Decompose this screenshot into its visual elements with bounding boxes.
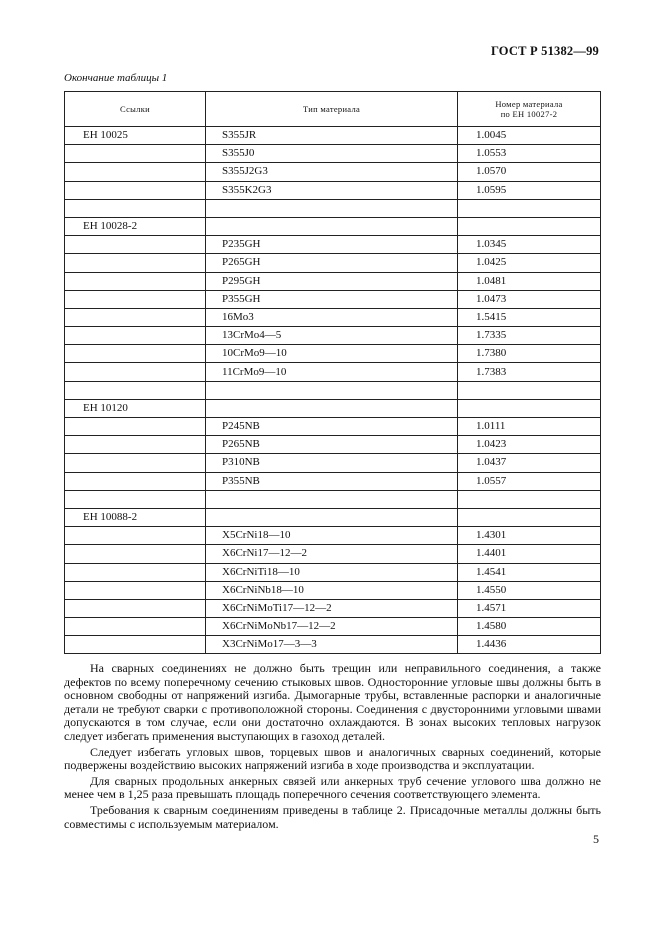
reference-cell: ЕН 10088-2 xyxy=(65,508,206,526)
reference-cell xyxy=(65,290,206,308)
material-cell: P310NB xyxy=(206,454,458,472)
material-cell: P355NB xyxy=(206,472,458,490)
table-row xyxy=(65,508,601,526)
material-number-cell: 1.0437 xyxy=(458,454,601,472)
material-number-cell xyxy=(458,199,601,217)
material-number-cell: 1.0570 xyxy=(458,163,601,181)
reference-cell xyxy=(65,345,206,363)
reference-cell: ЕН 10120 xyxy=(65,399,206,417)
material-number-cell: 1.0345 xyxy=(458,236,601,254)
table-row xyxy=(65,308,601,326)
material-cell: X6CrNiTi18—10 xyxy=(206,563,458,581)
table-row xyxy=(65,145,601,163)
body-paragraph: Для сварных продольных анкерных связей или анкерных труб сечение углового шва должно не менее чем в 1,25 раза превышать площадь поперечного сечения соответствующего элемента. xyxy=(64,773,601,802)
material-number-cell: 1.0595 xyxy=(458,181,601,199)
material-number-cell xyxy=(458,381,601,399)
table-row xyxy=(65,636,601,654)
material-number-cell xyxy=(458,508,601,526)
table-row xyxy=(65,181,601,199)
table-row xyxy=(65,199,601,217)
reference-cell xyxy=(65,527,206,545)
material-cell: P235GH xyxy=(206,236,458,254)
table-body xyxy=(65,127,601,654)
material-cell: S355K2G3 xyxy=(206,181,458,199)
table-row xyxy=(65,163,601,181)
reference-cell xyxy=(65,545,206,563)
reference-cell: ЕН 10028-2 xyxy=(65,217,206,235)
reference-cell xyxy=(65,308,206,326)
material-cell: P355GH xyxy=(206,290,458,308)
material-cell: 13CrMo4—5 xyxy=(206,327,458,345)
material-number-cell: 1.0481 xyxy=(458,272,601,290)
materials-table xyxy=(64,91,601,654)
material-number-cell: 1.0045 xyxy=(458,127,601,145)
reference-cell xyxy=(65,618,206,636)
reference-cell xyxy=(65,381,206,399)
table-row xyxy=(65,345,601,363)
reference-cell xyxy=(65,254,206,272)
reference-cell xyxy=(65,327,206,345)
reference-cell xyxy=(65,599,206,617)
material-cell xyxy=(206,399,458,417)
document-standard-header: ГОСТ Р 51382—99 xyxy=(490,44,599,58)
reference-cell xyxy=(65,163,206,181)
material-number-cell: 1.4571 xyxy=(458,599,601,617)
material-number-cell xyxy=(458,399,601,417)
reference-cell xyxy=(65,454,206,472)
table-row xyxy=(65,527,601,545)
body-paragraph: На сварных соединениях не должно быть трещин или неправильного соединения, а также дефектов по всему поперечному сечению стыковых швов. Односторонние угловые швы должны быть в основном свободны от напряжений изгиба. Дымогарные трубы, вставленные распорки и аналогичные детали не требуют сварки с противоположной стороны. Соединения с двусторонними угловыми швами допускаются в том случае, если они достаточно охлаждаются. В зонах высоких тепловых нагрузок следует избегать применения выступающих в газоход деталей. xyxy=(64,661,601,743)
page-number: 5 xyxy=(593,832,599,846)
material-cell xyxy=(206,217,458,235)
material-cell: X6CrNiMoTi17—12—2 xyxy=(206,599,458,617)
material-cell: X6CrNi17—12—2 xyxy=(206,545,458,563)
table-row xyxy=(65,254,601,272)
column-header-material-number: Номер материала по ЕН 10027-2 xyxy=(458,92,601,127)
reference-cell xyxy=(65,636,206,654)
column-header-material-type: Тип материала xyxy=(206,92,458,127)
table-row xyxy=(65,399,601,417)
material-cell: X5CrNi18—10 xyxy=(206,527,458,545)
material-cell: X6CrNiNb18—10 xyxy=(206,581,458,599)
material-cell xyxy=(206,199,458,217)
body-text xyxy=(64,662,601,833)
table-row xyxy=(65,418,601,436)
material-cell: P245NB xyxy=(206,418,458,436)
material-number-cell: 1.7383 xyxy=(458,363,601,381)
table-row xyxy=(65,454,601,472)
reference-cell xyxy=(65,272,206,290)
table-row xyxy=(65,563,601,581)
material-number-cell: 1.4301 xyxy=(458,527,601,545)
material-number-cell: 1.0557 xyxy=(458,472,601,490)
table-row xyxy=(65,599,601,617)
material-number-cell: 1.5415 xyxy=(458,308,601,326)
material-number-cell: 1.7335 xyxy=(458,327,601,345)
material-number-cell: 1.0423 xyxy=(458,436,601,454)
table-row xyxy=(65,363,601,381)
reference-cell xyxy=(65,199,206,217)
material-number-cell xyxy=(458,217,601,235)
material-number-cell: 1.0111 xyxy=(458,418,601,436)
reference-cell xyxy=(65,363,206,381)
material-number-cell: 1.7380 xyxy=(458,345,601,363)
material-cell xyxy=(206,381,458,399)
material-cell: S355J0 xyxy=(206,145,458,163)
reference-cell: ЕН 10025 xyxy=(65,127,206,145)
material-number-cell: 1.4550 xyxy=(458,581,601,599)
table-row xyxy=(65,545,601,563)
table-row xyxy=(65,217,601,235)
material-cell: P295GH xyxy=(206,272,458,290)
reference-cell xyxy=(65,490,206,508)
body-paragraph: Следует избегать угловых швов, торцевых швов и аналогичных сварных соединений, которые подвержены воздействию высоких напряжений изгиба в ходе производства и эксплуатации. xyxy=(64,744,601,773)
material-cell xyxy=(206,490,458,508)
table-row xyxy=(65,490,601,508)
body-paragraph: Требования к сварным соединениям приведены в таблице 2. Присадочные металлы должны быть совместимы с используемым материалом. xyxy=(64,802,601,831)
table-row xyxy=(65,472,601,490)
material-cell: X6CrNiMoNb17—12—2 xyxy=(206,618,458,636)
material-cell: P265NB xyxy=(206,436,458,454)
table-caption: Окончание таблицы 1 xyxy=(64,72,168,84)
material-cell: S355J2G3 xyxy=(206,163,458,181)
reference-cell xyxy=(65,472,206,490)
material-cell: 11CrMo9—10 xyxy=(206,363,458,381)
material-cell: S355JR xyxy=(206,127,458,145)
table-row xyxy=(65,127,601,145)
reference-cell xyxy=(65,181,206,199)
material-cell: P265GH xyxy=(206,254,458,272)
table-row xyxy=(65,290,601,308)
material-number-cell: 1.0473 xyxy=(458,290,601,308)
table-row xyxy=(65,436,601,454)
material-number-cell: 1.4580 xyxy=(458,618,601,636)
material-cell xyxy=(206,508,458,526)
material-number-cell: 1.4401 xyxy=(458,545,601,563)
table-row xyxy=(65,236,601,254)
material-cell: X3CrNiMo17—3—3 xyxy=(206,636,458,654)
material-number-cell: 1.0425 xyxy=(458,254,601,272)
reference-cell xyxy=(65,563,206,581)
reference-cell xyxy=(65,418,206,436)
table-row xyxy=(65,381,601,399)
material-number-cell: 1.4541 xyxy=(458,563,601,581)
material-cell: 16Mo3 xyxy=(206,308,458,326)
reference-cell xyxy=(65,581,206,599)
material-number-cell: 1.4436 xyxy=(458,636,601,654)
reference-cell xyxy=(65,145,206,163)
table-row xyxy=(65,327,601,345)
column-header-references: Ссылки xyxy=(65,92,206,127)
material-cell: 10CrMo9—10 xyxy=(206,345,458,363)
reference-cell xyxy=(65,436,206,454)
table-row xyxy=(65,272,601,290)
material-number-cell xyxy=(458,490,601,508)
reference-cell xyxy=(65,236,206,254)
material-number-cell: 1.0553 xyxy=(458,145,601,163)
table-row xyxy=(65,618,601,636)
table-header-row xyxy=(65,92,601,127)
table-row xyxy=(65,581,601,599)
